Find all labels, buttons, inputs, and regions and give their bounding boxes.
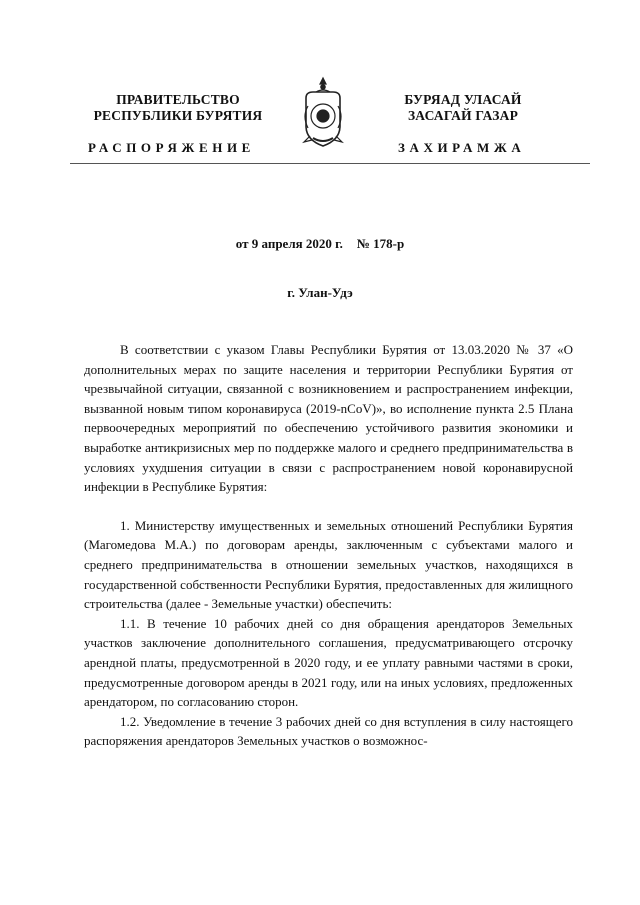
document-city: г. Улан-Удэ — [287, 285, 353, 300]
government-header-russian — [78, 92, 278, 124]
header-line: ЗАСАГАЙ ГАЗАР — [407, 108, 519, 123]
document-number: № 178-р — [356, 236, 405, 251]
government-header-buryat — [388, 92, 538, 124]
clause-paragraph: 1. Министерству имущественных и земельных отношений Республики Бурятия (Магомедова М.А.) по договорам аренды, заключенным с субъектами малого и среднего предпринимательства в отношении земельных участков, находящихся в государственной собственности Республики Бурятия, предоставленных для жилищного строительства (далее - Земельные участки) обеспечить: — [84, 517, 573, 612]
header-line: РЕСПУБЛИКИ БУРЯТИЯ — [93, 108, 263, 123]
header-line: БУРЯАД УЛАСАЙ — [404, 92, 522, 107]
preamble-paragraph: В соответствии с указом Главы Республики Бурятия от 13.03.2020 № 37 «О дополнительных мерах по защите населения и территории Республики Бурятия от чрезвычайной ситуации, связанной с возникновением и распространением инфекции, вызванной новым типом коронавируса (2019-nCoV)», во исполнение пункта 2.5 Плана первоочередных мероприятий по обеспечению устойчивого развития экономики и выработке антикризисных мер по поддержке малого и среднего предпринимательства в условиях ухудшения ситуации в связи с распространением новой коронавирусной инфекции в Республике Бурятия: — [84, 342, 573, 495]
doc-type-buryat: ЗАХИРАМЖА — [398, 140, 526, 155]
date-and-number — [0, 236, 640, 252]
header-divider — [70, 163, 590, 164]
clause-paragraph: 1.2. Уведомление в течение 3 рабочих дней со дня вступления в силу настоящего распоряжения арендаторов Земельных участков о возможнос- — [84, 713, 573, 749]
clause-paragraph: 1.1. В течение 10 рабочих дней со дня обращения арендаторов Земельных участков заключение дополнительного соглашения, предусматривающего отсрочку арендной платы, предусмотренной в 2020 году, и ее уплату равными частями в сроки, предусмотренные договором аренды в 2021 году, или на иных условиях, предложенных арендатором, по согласованию сторон. — [84, 615, 573, 710]
coat-of-arms-icon — [298, 76, 348, 150]
doc-type-russian: РАСПОРЯЖЕНИЕ — [88, 140, 255, 155]
header-line: ПРАВИТЕЛЬСТВО — [116, 92, 240, 107]
document-body — [84, 340, 573, 751]
document-date: от 9 апреля 2020 г. — [235, 236, 343, 251]
